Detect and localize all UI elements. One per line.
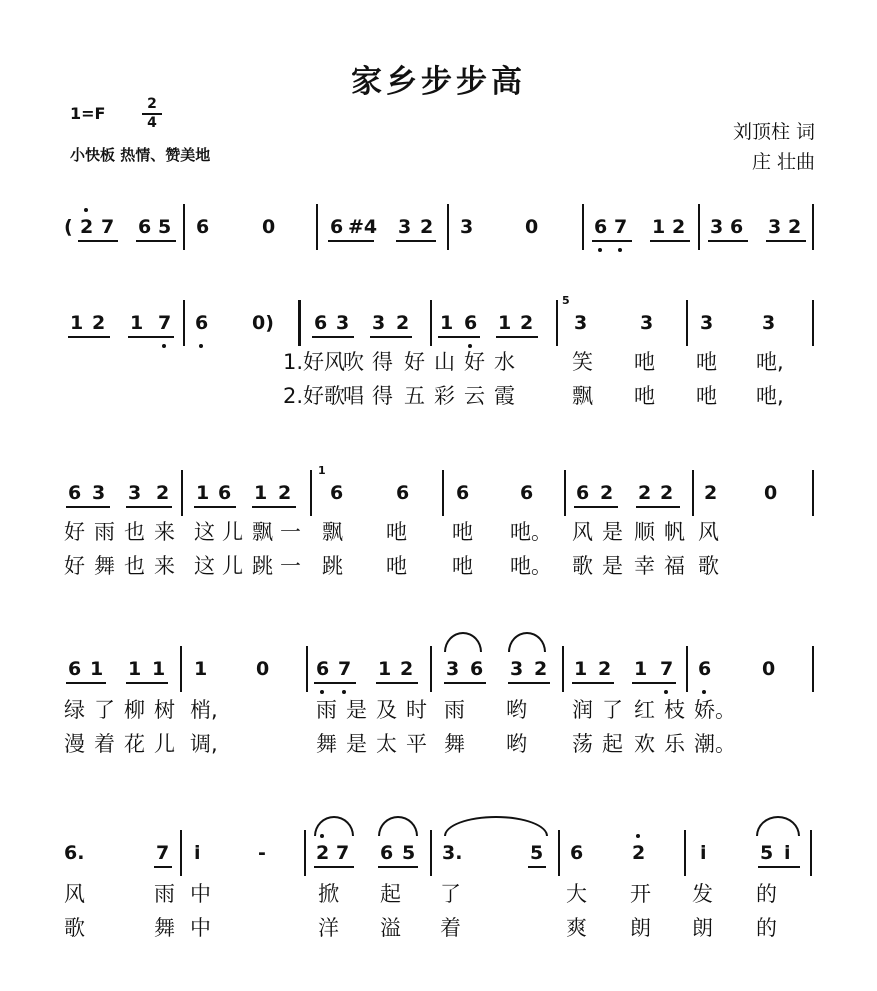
score-line-3 <box>0 464 877 516</box>
bar-line <box>316 204 318 250</box>
lyric-syllable: 树 <box>154 698 175 722</box>
note: 0 <box>764 482 778 504</box>
octave-dot <box>162 344 166 348</box>
note: 1 <box>574 658 588 680</box>
lyric-syllable: 了 <box>602 698 623 722</box>
lyric-syllable: 来 <box>154 554 175 578</box>
note: 1 <box>254 482 268 504</box>
note: 6 <box>464 312 478 334</box>
composer-credit: 庄 壮曲 <box>751 151 815 173</box>
beam <box>378 866 418 868</box>
bar-line <box>686 646 688 692</box>
beam <box>154 866 172 868</box>
lyric-syllable: 好 <box>404 350 425 374</box>
beam <box>136 240 176 242</box>
lyric-syllable: 起 <box>602 732 623 756</box>
key-signature: 1=F <box>70 104 106 123</box>
note: 1 <box>196 482 210 504</box>
lyric-syllable: 吔 <box>386 554 407 578</box>
note: 2 <box>278 482 292 504</box>
note: 2 <box>92 312 106 334</box>
bar-line <box>684 830 686 876</box>
lyric-syllable: 雨 <box>94 520 115 544</box>
octave-dot <box>84 208 88 212</box>
note: 2 <box>788 216 802 238</box>
lyric-syllable: 开 <box>630 882 651 906</box>
note: 1 <box>634 658 648 680</box>
bar-line <box>686 300 688 346</box>
note: 1 <box>652 216 666 238</box>
bar-line <box>558 830 560 876</box>
note: 2 <box>396 312 410 334</box>
octave-dot <box>320 834 324 838</box>
lyric-syllable: 得 <box>372 384 393 408</box>
note: 3 <box>92 482 106 504</box>
note: 3 <box>372 312 386 334</box>
lyric-syllable: 儿 <box>222 554 243 578</box>
beam <box>636 506 680 508</box>
slur <box>756 816 800 836</box>
bar-line <box>812 646 814 692</box>
lyric-syllable: 飘 <box>252 520 273 544</box>
lyric-syllable: 一 <box>280 554 301 578</box>
note: 2 <box>672 216 686 238</box>
beam <box>314 866 354 868</box>
lyric-syllable: 中 <box>190 916 211 940</box>
lyric-syllable: 一 <box>280 520 301 544</box>
note: 6 <box>570 842 584 864</box>
note: 6 <box>520 482 534 504</box>
lyric-syllable: 吔 <box>696 350 717 374</box>
note: 7 <box>101 216 115 238</box>
note: 6 <box>594 216 608 238</box>
note: 2 <box>632 842 646 864</box>
tempo-marking: 小快板 热情、赞美地 <box>70 146 211 164</box>
beam <box>128 336 174 338</box>
note: 6 <box>68 482 82 504</box>
beam <box>314 682 356 684</box>
lyric-syllable: 着 <box>440 916 461 940</box>
lyric-syllable: 山 <box>434 350 455 374</box>
lyric-syllable: 得 <box>372 350 393 374</box>
lyric-syllable: 跳 <box>322 554 343 578</box>
beam <box>574 506 618 508</box>
beam <box>592 240 632 242</box>
beam <box>68 336 110 338</box>
lyric-syllable: 乐 <box>664 732 685 756</box>
note: 7 <box>158 312 172 334</box>
bar-line <box>564 470 566 516</box>
lyric-syllable: 了 <box>440 882 461 906</box>
note: 5 <box>760 842 774 864</box>
note: 1 <box>128 658 142 680</box>
note: 6 <box>196 216 210 238</box>
note: 2 <box>316 842 330 864</box>
lyric-syllable: 吔。 <box>510 554 552 578</box>
note: #4 <box>348 216 378 238</box>
note: 6 <box>456 482 470 504</box>
lyric-syllable: 哟 <box>506 732 527 756</box>
lyric-syllable: 发 <box>692 882 713 906</box>
beam <box>444 682 486 684</box>
bar-line <box>562 646 564 692</box>
note: 6 <box>138 216 152 238</box>
bar-line <box>447 204 449 250</box>
lyric-syllable: 帆 <box>664 520 685 544</box>
lyric-syllable: 时 <box>406 698 427 722</box>
bar-line <box>183 300 185 346</box>
bar-line <box>556 300 558 346</box>
lyric-syllable: 雨 <box>316 698 337 722</box>
score-line-5 <box>0 830 877 876</box>
octave-dot <box>618 248 622 252</box>
note: 3 <box>128 482 142 504</box>
lyric-syllable: 也 <box>124 520 145 544</box>
lyric-syllable: 霞 <box>494 384 515 408</box>
lyric-syllable: 好 <box>64 520 85 544</box>
beam <box>508 682 550 684</box>
lyric-syllable: 润 <box>572 698 593 722</box>
note: 3 <box>700 312 714 334</box>
lyric-syllable: 也 <box>124 554 145 578</box>
lyric-syllable: 红 <box>634 698 655 722</box>
note: 6 <box>330 216 344 238</box>
lyric-syllable: 跳 <box>252 554 273 578</box>
note: 5 <box>402 842 416 864</box>
lyric-syllable: 舞 <box>94 554 115 578</box>
lyric-syllable: 彩 <box>434 384 455 408</box>
note: 3 <box>768 216 782 238</box>
lyric-syllable: 娇。 <box>694 698 736 722</box>
lyric-syllable: 吔 <box>452 554 473 578</box>
lyric-syllable: 漫 <box>64 732 85 756</box>
slur <box>314 816 354 836</box>
beam <box>370 336 412 338</box>
lyric-syllable: 爽 <box>566 916 587 940</box>
lyricist-credit: 刘顶柱 词 <box>732 121 815 143</box>
note: 3. <box>442 842 463 864</box>
lyric-syllable: 风 <box>572 520 593 544</box>
note: 1 <box>152 658 166 680</box>
lyric-syllable: 掀 <box>318 882 339 906</box>
lyric-syllable: 着 <box>94 732 115 756</box>
lyric-syllable: 唱 <box>343 384 364 408</box>
beam <box>194 506 236 508</box>
note: 3 <box>762 312 776 334</box>
lyric-syllable: 顺 <box>634 520 655 544</box>
lyric-syllable: 幸 <box>634 554 655 578</box>
octave-dot <box>636 834 640 838</box>
lyric-syllable: 潮。 <box>694 732 736 756</box>
bar-line <box>698 204 700 250</box>
bar-line <box>582 204 584 250</box>
lyric-syllable: 欢 <box>634 732 655 756</box>
time-signature-top: 2 <box>142 96 162 115</box>
bar-line <box>306 646 308 692</box>
lyric-syllable: 五 <box>404 384 425 408</box>
slur <box>444 816 548 836</box>
lyric-syllable: 柳 <box>124 698 145 722</box>
note: - <box>258 842 266 864</box>
bar-line <box>304 830 306 876</box>
beam <box>650 240 690 242</box>
note: 0 <box>762 658 776 680</box>
note: ( <box>64 216 73 238</box>
note: 0 <box>525 216 539 238</box>
note: 6 <box>330 482 344 504</box>
beam <box>126 506 172 508</box>
lyric-syllable: 及 <box>376 698 397 722</box>
note: 6 <box>314 312 328 334</box>
beam <box>632 682 676 684</box>
bar-line <box>181 470 183 516</box>
lyric-syllable: 舞 <box>316 732 337 756</box>
note: 2 <box>704 482 718 504</box>
beam <box>376 682 418 684</box>
lyric-syllable: 风 <box>698 520 719 544</box>
lyric-syllable: 来 <box>154 520 175 544</box>
lyric-syllable: 风 <box>64 882 85 906</box>
note: 2 <box>156 482 170 504</box>
note: 2 <box>600 482 614 504</box>
lyric-syllable: 中 <box>190 882 211 906</box>
bar-line <box>812 300 814 346</box>
lyric-syllable: 是 <box>346 698 367 722</box>
lyric-syllable: 飘 <box>572 384 593 408</box>
lyric-syllable: 吔, <box>756 384 784 408</box>
lyric-syllable: 洋 <box>318 916 339 940</box>
lyric-syllable: 吹 <box>343 350 364 374</box>
lyric-syllable: 是 <box>602 554 623 578</box>
note: 6 <box>316 658 330 680</box>
note: i <box>194 842 201 864</box>
slur <box>444 632 482 652</box>
beam <box>66 682 106 684</box>
note: 1 <box>130 312 144 334</box>
lyric-syllable: 飘 <box>322 520 343 544</box>
note: 3 <box>510 658 524 680</box>
beam <box>312 336 354 338</box>
note: 6 <box>730 216 744 238</box>
lyric-syllable: 吔 <box>386 520 407 544</box>
lyric-syllable: 儿 <box>222 520 243 544</box>
lyric-syllable: 儿 <box>154 732 175 756</box>
bar-line <box>180 646 182 692</box>
note: 2 <box>520 312 534 334</box>
lyric-syllable: 笑 <box>572 350 593 374</box>
note: 5 <box>158 216 172 238</box>
lyric-syllable: 雨 <box>154 882 175 906</box>
beam <box>708 240 748 242</box>
lyric-syllable: 歌 <box>572 554 593 578</box>
note: 0 <box>256 658 270 680</box>
time-signature-bottom: 4 <box>147 115 157 131</box>
bar-line <box>812 204 814 250</box>
note: 3 <box>710 216 724 238</box>
lyric-syllable: 2.好歌 <box>283 384 346 408</box>
note: 3 <box>398 216 412 238</box>
note: 7 <box>660 658 674 680</box>
lyric-syllable: 吔 <box>696 384 717 408</box>
lyric-syllable: 吔。 <box>510 520 552 544</box>
note: 1 <box>194 658 208 680</box>
lyric-syllable: 太 <box>376 732 397 756</box>
lyric-syllable: 花 <box>124 732 145 756</box>
lyric-syllable: 是 <box>602 520 623 544</box>
note: 3 <box>446 658 460 680</box>
bar-line <box>430 646 432 692</box>
lyric-syllable: 梢, <box>190 698 218 722</box>
note: i <box>700 842 707 864</box>
note: 6 <box>396 482 410 504</box>
beam <box>396 240 436 242</box>
lyric-syllable: 这 <box>194 520 215 544</box>
beam <box>438 336 480 338</box>
lyric-syllable: 了 <box>94 698 115 722</box>
lyric-syllable: 朗 <box>692 916 713 940</box>
note: 2 <box>420 216 434 238</box>
score-line-2 <box>0 294 877 346</box>
note: 6 <box>576 482 590 504</box>
note: i <box>784 842 791 864</box>
lyric-syllable: 哟 <box>506 698 527 722</box>
note: 6 <box>195 312 209 334</box>
note: 6. <box>64 842 85 864</box>
note: 2 <box>660 482 674 504</box>
bar-line <box>298 300 301 346</box>
note: 3 <box>574 312 588 334</box>
time-signature <box>142 96 162 132</box>
note: 1 <box>440 312 454 334</box>
note: 1 <box>378 658 392 680</box>
note: 5 <box>530 842 544 864</box>
lyric-syllable: 歌 <box>64 916 85 940</box>
lyric-syllable: 好 <box>464 350 485 374</box>
beam <box>766 240 806 242</box>
score-line-1 <box>0 204 877 250</box>
lyric-syllable: 雨 <box>444 698 465 722</box>
lyric-syllable: 朗 <box>630 916 651 940</box>
note: 1 <box>70 312 84 334</box>
lyric-syllable: 云 <box>464 384 485 408</box>
note: 2 <box>638 482 652 504</box>
note: 2 <box>534 658 548 680</box>
lyric-syllable: 好 <box>64 554 85 578</box>
lyric-syllable: 的 <box>756 882 777 906</box>
note: 2 <box>400 658 414 680</box>
slur <box>508 632 546 652</box>
note: 7 <box>336 842 350 864</box>
bar-line <box>430 300 432 346</box>
bar-line <box>180 830 182 876</box>
lyric-syllable: 舞 <box>154 916 175 940</box>
note: 3 <box>460 216 474 238</box>
beam <box>758 866 800 868</box>
bar-line <box>310 470 312 516</box>
lyric-syllable: 溢 <box>380 916 401 940</box>
bar-line <box>810 830 812 876</box>
note: 1 <box>90 658 104 680</box>
octave-dot <box>199 344 203 348</box>
lyric-syllable: 吔 <box>634 350 655 374</box>
note: 7 <box>338 658 352 680</box>
score-line-4 <box>0 646 877 692</box>
note: 3 <box>640 312 654 334</box>
beam <box>66 506 110 508</box>
note: 7 <box>156 842 170 864</box>
lyric-syllable: 歌 <box>698 554 719 578</box>
note: 0 <box>262 216 276 238</box>
note: 7 <box>614 216 628 238</box>
lyric-syllable: 大 <box>566 882 587 906</box>
lyric-syllable: 荡 <box>572 732 593 756</box>
bar-line <box>430 830 432 876</box>
lyric-syllable: 这 <box>194 554 215 578</box>
beam <box>252 506 296 508</box>
beam <box>496 336 538 338</box>
beam <box>328 240 374 242</box>
note: 2 <box>598 658 612 680</box>
grace-note: 1 <box>318 464 326 477</box>
bar-line <box>183 204 185 250</box>
beam <box>572 682 614 684</box>
beam <box>78 240 118 242</box>
lyric-syllable: 福 <box>664 554 685 578</box>
note: 3 <box>336 312 350 334</box>
octave-dot <box>598 248 602 252</box>
note: 1 <box>498 312 512 334</box>
lyric-syllable: 起 <box>380 882 401 906</box>
lyric-syllable: 是 <box>346 732 367 756</box>
lyric-syllable: 水 <box>494 350 515 374</box>
beam <box>528 866 546 868</box>
song-title: 家乡步步高 <box>351 64 526 100</box>
lyric-syllable: 吔 <box>634 384 655 408</box>
note: 6 <box>470 658 484 680</box>
bar-line <box>812 470 814 516</box>
bar-line <box>692 470 694 516</box>
lyric-syllable: 吔, <box>756 350 784 374</box>
lyric-syllable: 的 <box>756 916 777 940</box>
note: 6 <box>698 658 712 680</box>
lyric-syllable: 调, <box>190 732 218 756</box>
lyric-syllable: 枝 <box>664 698 685 722</box>
note: 6 <box>380 842 394 864</box>
beam <box>126 682 168 684</box>
lyric-syllable: 舞 <box>444 732 465 756</box>
lyric-syllable: 1.好风 <box>283 350 346 374</box>
grace-note: 5 <box>562 294 570 307</box>
note: 0) <box>252 312 274 334</box>
note: 6 <box>218 482 232 504</box>
note: 6 <box>68 658 82 680</box>
note: 2 <box>80 216 94 238</box>
slur <box>378 816 418 836</box>
lyric-syllable: 绿 <box>64 698 85 722</box>
lyric-syllable: 吔 <box>452 520 473 544</box>
bar-line <box>442 470 444 516</box>
lyric-syllable: 平 <box>406 732 427 756</box>
